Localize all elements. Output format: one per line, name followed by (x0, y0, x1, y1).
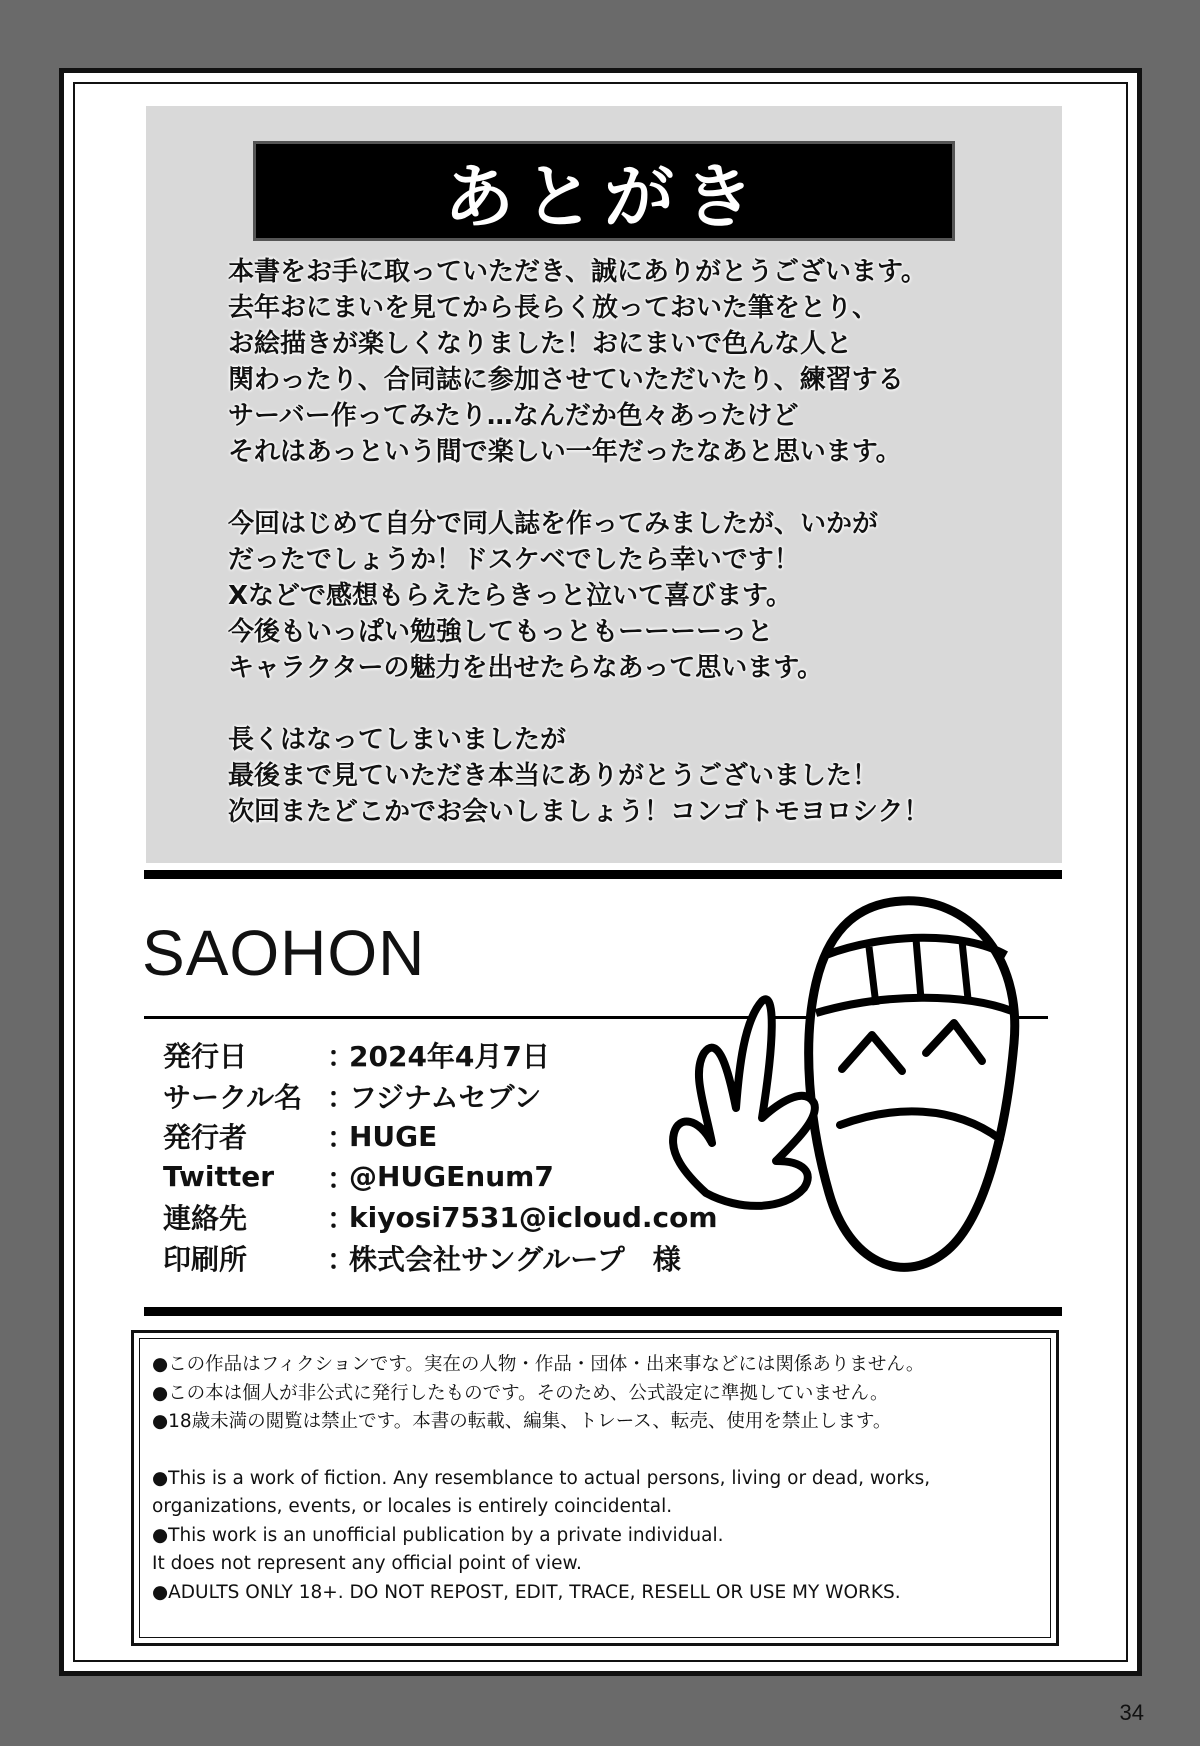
colophon-value: 2024年4月7日 (349, 1040, 550, 1074)
afterword-line: 本書をお手に取っていただき、誠にありがとうございます。 (228, 257, 927, 287)
colophon-label: Twitter (163, 1160, 275, 1194)
colophon-label: 連絡先 (163, 1202, 248, 1236)
colophon-colon: ： (327, 1161, 356, 1195)
colophon-colon: ： (327, 1242, 356, 1276)
afterword-line: サーバー作ってみたり…なんだか色々あったけど (228, 401, 799, 431)
disclaimer-line-en: organizations, events, or locales is entirely coincidental. (152, 1496, 673, 1517)
disclaimer-line-en: ●This is a work of fiction. Any resemblance to actual persons, living or dead, works, (152, 1467, 931, 1489)
afterword-paragraph (228, 722, 1048, 830)
colophon-row (163, 1157, 718, 1198)
colophon-value: 株式会社サングループ 様 (349, 1242, 681, 1276)
colophon-colon: ： (327, 1080, 356, 1114)
colophon-value: kiyosi7531@icloud.com (349, 1200, 718, 1234)
colophon-label: 発行日 (163, 1040, 248, 1074)
colophon-row (163, 1035, 718, 1076)
afterword-title-banner (253, 141, 955, 241)
divider-bottom (144, 1307, 1062, 1316)
afterword-panel (146, 106, 1062, 863)
divider-top (144, 870, 1062, 879)
afterword-title: あとがき (444, 154, 764, 238)
mascot-face (809, 901, 1015, 1268)
mascot-drawing (644, 893, 1064, 1333)
colophon-colon: ： (327, 1202, 356, 1236)
afterword-line: それはあっという間で楽しい一年だったなあと思います。 (228, 437, 902, 467)
afterword-line: 今回はじめて自分で同人誌を作ってみましたが、いかが (228, 509, 879, 539)
afterword-line: 長くはなってしまいましたが (228, 725, 567, 755)
afterword-body (228, 254, 1048, 866)
page-frame (59, 68, 1142, 1676)
colophon-row (163, 1197, 718, 1238)
page-number: 34 (1119, 1700, 1144, 1725)
colophon-colon: ： (327, 1040, 356, 1074)
disclaimer-line-ja: ●この作品はフィクションです。実在の人物・作品・団体・出来事などには関係ありません。 (152, 1354, 925, 1375)
disclaimer-line-en: ●This work is an unofficial publication by a private individual. (152, 1524, 724, 1546)
colophon-row (163, 1076, 718, 1117)
disclaimer-line-en: It does not represent any official point of view. (152, 1553, 582, 1574)
disclaimer-line-ja: ●この本は個人が非公式に発行したものです。そのため、公式設定に準拠していません。 (152, 1382, 889, 1404)
disclaimer-line-ja: ●18歳未満の閲覧は禁止です。本書の転載、編集、トレース、転売、使用を禁止します。 (152, 1411, 892, 1432)
colophon-value: フジナムセブン (349, 1080, 542, 1114)
disclaimer-box (131, 1330, 1059, 1646)
colophon-row (163, 1116, 718, 1157)
disclaimer-gap (152, 1437, 1032, 1465)
afterword-line: だったでしょうか！ドスケベでしたら幸いです！ (228, 545, 800, 575)
mascot-hand (673, 999, 815, 1206)
afterword-line: 関わったり、合同誌に参加させていただいたり、練習する (228, 365, 904, 395)
colophon-colon: ： (327, 1121, 356, 1155)
colophon-row (163, 1238, 718, 1279)
colophon-table (163, 1035, 718, 1278)
afterword-line: お絵描きが楽しくなりました！おにまいで色んな人と (228, 329, 853, 359)
colophon-value: HUGE (349, 1119, 438, 1153)
work-title: SAOHON (142, 917, 426, 989)
colophon-label: 印刷所 (163, 1242, 248, 1276)
colophon-value: @HUGEnum7 (349, 1160, 554, 1194)
afterword-line: 去年おにまいを見てから長らく放っておいた筆をとり、 (228, 293, 879, 323)
afterword-line: 今後もいっぱい勉強してもっともーーーーっと (228, 617, 773, 647)
afterword-paragraph (228, 506, 1048, 686)
disclaimer-line-en: ●ADULTS ONLY 18+. DO NOT REPOST, EDIT, TRACE, RESELL OR USE MY WORKS. (152, 1581, 901, 1603)
afterword-line: 次回またどこかでお会いしましょう！コンゴトモヨロシク！ (228, 797, 930, 827)
afterword-paragraph (228, 254, 1048, 470)
colophon-label: 発行者 (163, 1121, 248, 1155)
colophon-label: サークル名 (163, 1080, 303, 1114)
afterword-line: 最後まで見ていただき本当にありがとうございました！ (228, 761, 879, 791)
afterword-line: キャラクターの魅力を出せたらなあって思います。 (228, 653, 824, 683)
afterword-line: Xなどで感想もらえたらきっと泣いて喜びます。 (228, 581, 792, 611)
disclaimer-text (152, 1351, 1032, 1607)
